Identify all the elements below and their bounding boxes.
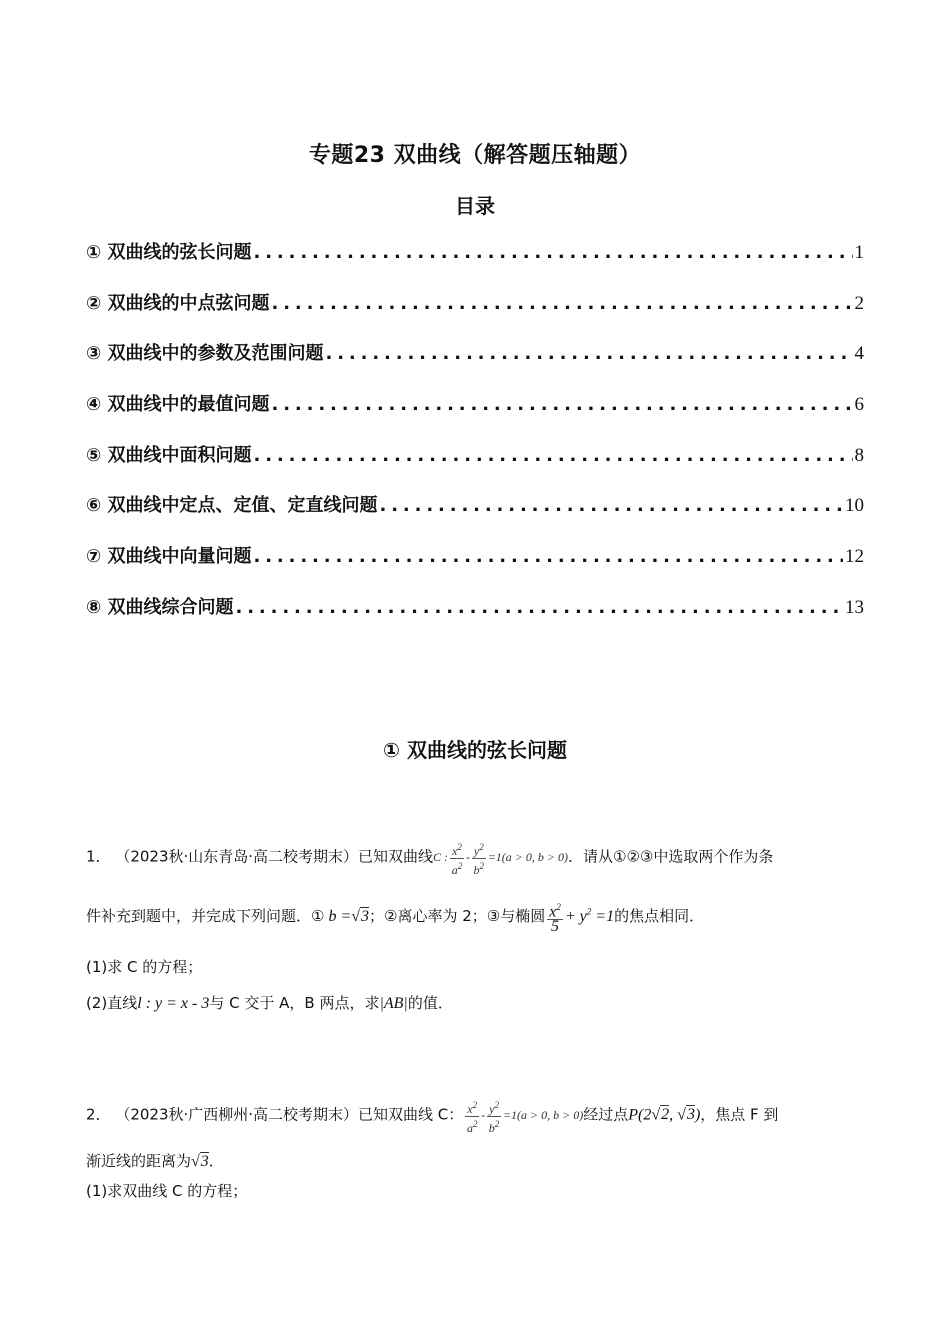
toc-item[interactable] bbox=[86, 339, 864, 390]
problem-text: 的值． bbox=[407, 994, 453, 1012]
toc-item-page: 8 bbox=[854, 444, 864, 466]
toc-item-label: ③ 双曲线中的参数及范围问题 bbox=[86, 343, 324, 365]
toc-item-label: ⑦ 双曲线中向量问题 bbox=[86, 546, 252, 568]
toc-leader bbox=[254, 242, 853, 263]
toc-item-label: ② 双曲线的中点弦问题 bbox=[86, 292, 270, 314]
problem-number: 1． bbox=[86, 847, 111, 866]
toc-leader bbox=[380, 495, 843, 516]
math-point-p: P(2√2, √3) bbox=[628, 1106, 701, 1124]
math-hyperbola-equation: C : $\frac{x^2}{a^2}$ - $\frac{y^2}{b^2}$ =1(a > 0, b > 0) bbox=[433, 842, 568, 877]
toc-item-label: ⑥ 双曲线中定点、定值、定直线问题 bbox=[86, 495, 378, 517]
problem-1-q2 bbox=[86, 992, 453, 1013]
math-condition-b: b =√3 bbox=[324, 907, 370, 925]
problem-1-q1: (1)求 C 的方程； bbox=[86, 958, 203, 976]
toc-item-page: 10 bbox=[845, 495, 864, 517]
toc-heading: 目录 bbox=[455, 194, 495, 218]
problem-2-line-1 bbox=[86, 1098, 778, 1135]
toc-item-label: ④ 双曲线中的最值问题 bbox=[86, 394, 270, 416]
toc-item[interactable] bbox=[86, 289, 864, 340]
problem-2-line-2 bbox=[86, 1150, 224, 1171]
problem-text: (2)直线 bbox=[86, 994, 138, 1012]
toc-leader bbox=[236, 597, 843, 618]
problem-text: ． bbox=[208, 1152, 224, 1170]
toc-leader bbox=[254, 445, 853, 466]
toc-item-page: 2 bbox=[854, 292, 864, 314]
math-line-equation: l : y = x - 3 bbox=[137, 995, 210, 1012]
toc-item-page: 1 bbox=[854, 242, 864, 263]
toc-leader bbox=[254, 546, 843, 567]
toc-item-label: ⑧ 双曲线综合问题 bbox=[86, 596, 234, 618]
math-abs-ab: |AB| bbox=[379, 995, 408, 1012]
toc-leader bbox=[272, 293, 853, 314]
problem-text: 件补充到题中，并完成下列问题．① bbox=[86, 906, 325, 925]
toc-leader bbox=[272, 394, 853, 415]
table-of-contents bbox=[86, 238, 864, 644]
toc-leader bbox=[326, 343, 853, 364]
problem-text: ，焦点 F 到 bbox=[700, 1105, 779, 1124]
problem-2-q1: (1)求双曲线 C 的方程； bbox=[86, 1182, 248, 1200]
toc-item[interactable] bbox=[86, 542, 864, 593]
toc-item[interactable] bbox=[86, 441, 864, 492]
problem-text: 的焦点相同． bbox=[614, 906, 705, 925]
math-hyperbola-equation: $\frac{x^2}{a^2}$ - $\frac{y^2}{b^2}$ =1(a > 0, b > 0) bbox=[466, 1100, 584, 1135]
toc-item[interactable] bbox=[86, 390, 864, 441]
problem-1-line-2 bbox=[86, 900, 704, 934]
toc-item[interactable] bbox=[86, 238, 864, 289]
problem-number: 2． bbox=[86, 1105, 111, 1124]
document-title: 专题23 双曲线（解答题压轴题） bbox=[308, 143, 642, 168]
problem-text: 渐近线的距离为 bbox=[86, 1152, 192, 1170]
problem-1-line-1 bbox=[86, 840, 773, 877]
problem-source: （2023秋·山东青岛·高二校考期末）已知双曲线 bbox=[115, 847, 434, 866]
math-ellipse-equation: $\frac{x^2}{5}$ + $y^2 =1$ bbox=[549, 902, 615, 936]
toc-item-page: 13 bbox=[845, 596, 864, 618]
toc-item-page: 6 bbox=[854, 394, 864, 416]
problem-text: ．请从①②③中选取两个作为条 bbox=[568, 847, 774, 866]
toc-item-label: ⑤ 双曲线中面积问题 bbox=[86, 444, 252, 466]
math-sqrt3: √3 bbox=[191, 1153, 209, 1170]
problem-text: 与 C 交于 A，B 两点，求 bbox=[209, 994, 380, 1012]
toc-item-page: 12 bbox=[845, 546, 864, 568]
problem-source: （2023秋·广西柳州·高二校考期末）已知双曲线 C： bbox=[115, 1105, 464, 1124]
toc-item[interactable] bbox=[86, 593, 864, 644]
toc-item-label: ① 双曲线的弦长问题 bbox=[86, 242, 252, 263]
problem-text: ；②离心率为 2；③与椭圆 bbox=[369, 906, 546, 925]
toc-item[interactable] bbox=[86, 491, 864, 542]
toc-item-page: 4 bbox=[854, 343, 864, 365]
problem-text: 经过点 bbox=[583, 1105, 629, 1124]
section-heading: ① 双曲线的弦长问题 bbox=[383, 738, 567, 762]
